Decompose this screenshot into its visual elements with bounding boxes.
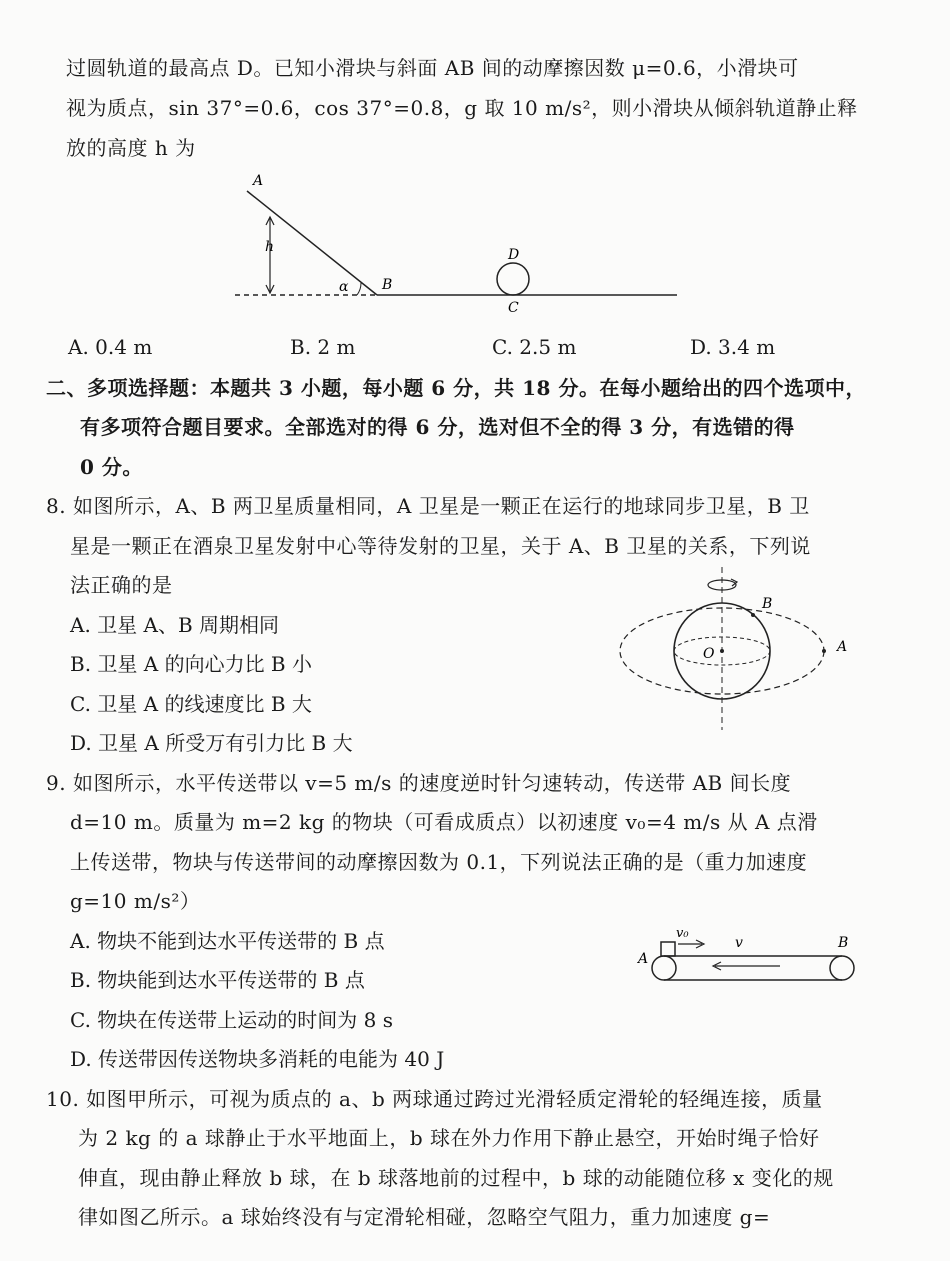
- circular-track: [497, 263, 529, 295]
- satellite-b: [751, 613, 755, 617]
- q9-line-3: 上传送带，物块与传送带间的动摩擦因数为 0.1，下列说法正确的是（重力加速度: [70, 850, 808, 874]
- q9-option-d: D. 传送带因传送物块多消耗的电能为 40 J: [70, 1047, 445, 1071]
- q8-option-d: D. 卫星 A 所受万有引力比 B 大: [70, 731, 353, 755]
- q9-option-b: B. 物块能到达水平传送带的 B 点: [70, 968, 365, 992]
- q9-option-a: A. 物块不能到达水平传送带的 B 点: [70, 929, 385, 953]
- label-A: A: [638, 951, 649, 967]
- q10-line-3: 伸直，现由静止释放 b 球，在 b 球落地前的过程中，b 球的动能随位移 x 变化的规: [78, 1166, 834, 1190]
- label-A: A: [837, 639, 848, 655]
- label-v0: v₀: [676, 926, 689, 941]
- label-B: B: [838, 935, 849, 951]
- section2-header-line-1: 二、多项选择题：本题共 3 小题，每小题 6 分，共 18 分。在每小题给出的四个选项中，: [46, 376, 866, 400]
- conveyor-belt-figure: [630, 920, 865, 990]
- label-B: B: [382, 277, 393, 293]
- q7-line-3: 放的高度 h 为: [66, 136, 196, 160]
- q8-option-a: A. 卫星 A、B 周期相同: [70, 613, 280, 637]
- incline-track-figure: [225, 165, 695, 315]
- q10-line-2: 为 2 kg 的 a 球静止于水平地面上，b 球在外力作用下静止悬空，开始时绳子恰好: [78, 1126, 820, 1150]
- q7-option-c: C. 2.5 m: [492, 335, 577, 359]
- q8-option-b: B. 卫星 A 的向心力比 B 小: [70, 652, 312, 676]
- satellite-orbit-figure: [615, 565, 860, 735]
- label-h: h: [265, 239, 275, 255]
- block: [661, 942, 675, 956]
- q8-line-3: 法正确的是: [70, 573, 173, 597]
- section2-header-line-2: 有多项符合题目要求。全部选对的得 6 分，选对但不全的得 3 分，有选错的得: [80, 415, 795, 439]
- q8-option-c: C. 卫星 A 的线速度比 B 大: [70, 692, 312, 716]
- label-alpha: α: [339, 279, 349, 295]
- label-B: B: [762, 596, 773, 612]
- label-v: v: [735, 935, 743, 951]
- q8-line-1: 8. 如图所示，A、B 两卫星质量相同，A 卫星是一颗正在运行的地球同步卫星，B 卫: [46, 494, 810, 518]
- q7-line-2: 视为质点，sin 37°=0.6，cos 37°=0.8，g 取 10 m/s²，则小滑块从倾斜轨道静止释: [66, 96, 858, 120]
- q9-line-2: d=10 m。质量为 m=2 kg 的物块（可看成质点）以初速度 v₀=4 m/s 从 A 点滑: [70, 810, 818, 834]
- left-pulley: [652, 956, 676, 980]
- q10-line-1: 10. 如图甲所示，可视为质点的 a、b 两球通过跨过光滑轻质定滑轮的轻绳连接，质量: [46, 1087, 823, 1111]
- q7-option-a: A. 0.4 m: [68, 335, 153, 359]
- q9-line-4: g=10 m/s²）: [70, 889, 201, 913]
- label-C: C: [508, 300, 519, 315]
- section2-header-line-3: 0 分。: [80, 455, 143, 479]
- label-A: A: [253, 173, 264, 189]
- label-O: O: [703, 646, 715, 662]
- q10-line-4: 律如图乙所示。a 球始终没有与定滑轮相碰，忽略空气阻力，重力加速度 g=: [78, 1205, 771, 1229]
- q8-line-2: 星是一颗正在酒泉卫星发射中心等待发射的卫星，关于 A、B 卫星的关系，下列说: [70, 534, 811, 558]
- q7-line-1: 过圆轨道的最高点 D。已知小滑块与斜面 AB 间的动摩擦因数 μ=0.6，小滑块可: [66, 56, 799, 80]
- q9-option-c: C. 物块在传送带上运动的时间为 8 s: [70, 1008, 394, 1032]
- satellite-a: [822, 649, 826, 653]
- q7-option-d: D. 3.4 m: [690, 335, 776, 359]
- right-pulley: [830, 956, 854, 980]
- q7-option-b: B. 2 m: [290, 335, 356, 359]
- label-D: D: [508, 247, 520, 263]
- q9-line-1: 9. 如图所示，水平传送带以 v=5 m/s 的速度逆时针匀速转动，传送带 AB 间长度: [46, 771, 792, 795]
